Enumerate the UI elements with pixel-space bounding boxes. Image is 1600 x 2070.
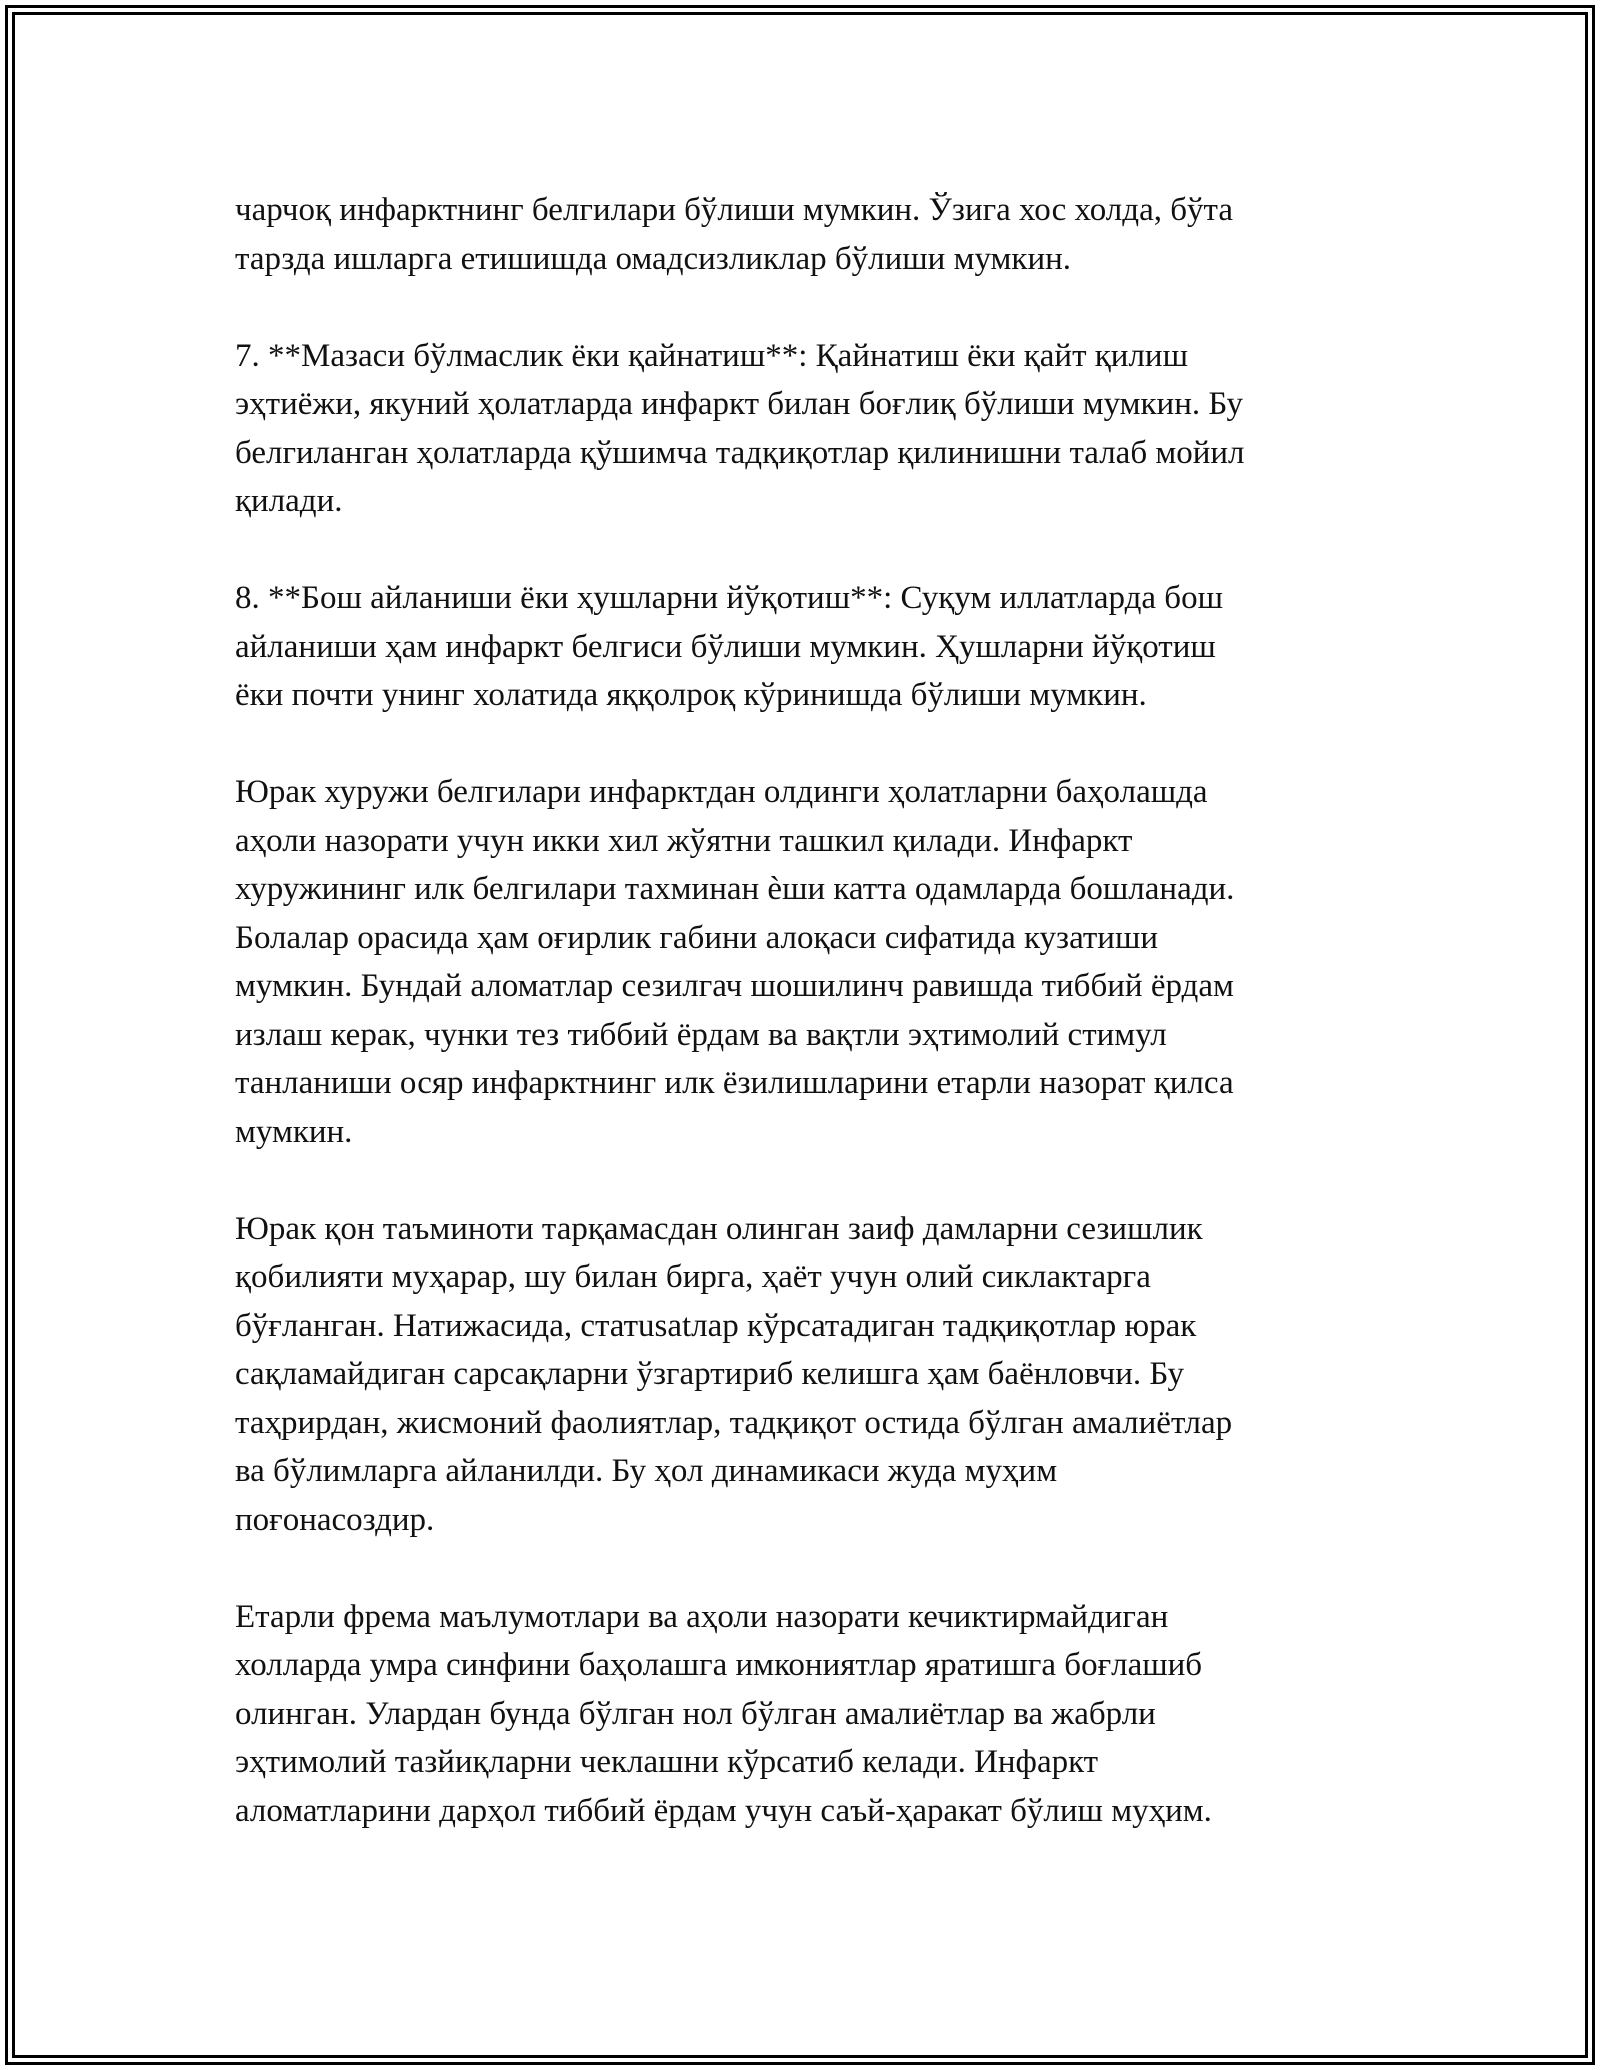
paragraph-5: Юрак қон таъминоти тарқамасдан олинган заиф дамларни сезишлик қобилияти муҳарар, шу билан бирга, ҳаёт учун олий сиклактарга бўғланган. Натижасида, статusatлар кўрсатадиган тадқиқотлар юрак сақламайдиган сарсақларни ўзгартириб келишга ҳам баёнловчи. Бу таҳрирдан, жисмоний фаолиятлар, тадқиқот остида бўлган амалиётлар ва бўлимларга айланилди. Бу ҳол динамикаси жуда муҳим поғонасоздир. [235,1210,1233,1538]
paragraph-2-nausea: 7. **Мазаси бўлмаслик ёки қайнатиш**: Қайнатиш ёки қайт қилиш эҳтиёжи, якуний ҳолатларда инфаркт билан боғлиқ бўлиши мумкин. Бу белгиланган ҳолатларда қўшимча тадқиқотлар қилинишни талаб мойил қилади. [235,337,1245,519]
paragraph-1: чарчоқ инфарктнинг белгилари бўлиши мумкин. Ўзига хос холда, бўта тарзда ишларга етишишда омадсизликлар бўлиши мумкин. [235,192,1233,277]
document-body [235,186,1385,1884]
paragraph-3-dizziness: 8. **Бош айланиши ёки ҳушларни йўқотиш**: Суқум иллатларда бош айланиши ҳам инфаркт белгиси бўлиши мумкин. Ҳушларни йўқотиш ёки почти унинг холатида яққолроқ кўринишда бўлиши мумкин. [235,580,1224,713]
paragraph-4: Юрак хуружи белгилари инфарктдан олдинги ҳолатларни баҳолашда аҳоли назорати учун икки хил жўятни ташкил қилади. Инфаркт хуружининг илк белгилари тахминан ѐши катта одамларда бошланади. Болалар орасида ҳам оғирлик габини алоқаси сифатида кузатиши мумкин. Бундай аломатлар сезилгач шошилинч равишда тиббий ёрдам излаш керак, чунки тез тиббий ёрдам ва вақтли эҳтимолий стимул танланиши осяр инфарктнинг илк ёзилишларини етарли назорат қилса мумкин. [235,774,1235,1150]
paragraph-6: Етарли фрема маълумотлари ва аҳоли назорати кечиктирмайдиган холларда умра синфини баҳолашга имкониятлар яратишга боғлашиб олинган. Улардан бунда бўлган нол бўлган амалиётлар ва жабрли эҳтимолий тазйиқларни чеклашни кўрсатиб келади. Инфаркт аломатларини дарҳол тиббий ёрдам учун саъй-ҳаракат бўлиш муҳим. [235,1598,1212,1829]
